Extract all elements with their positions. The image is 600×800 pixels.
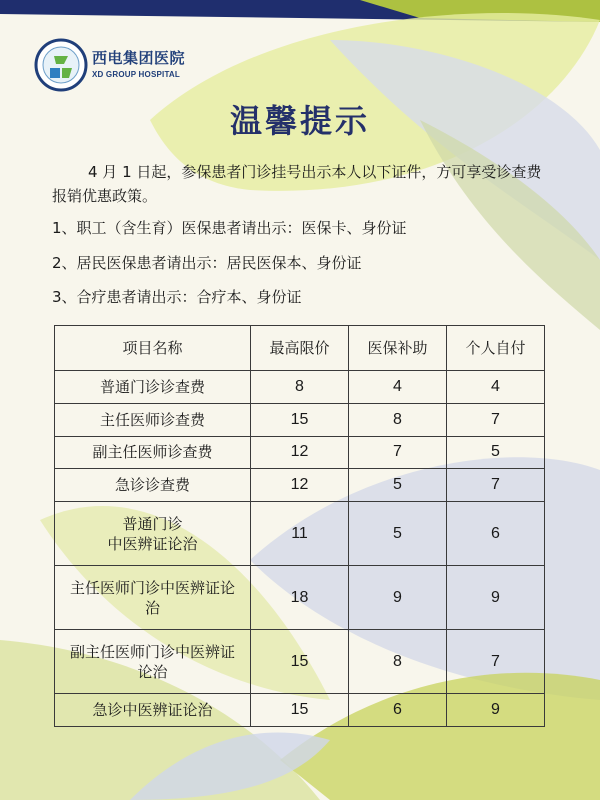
- table-row: [55, 694, 545, 727]
- item-name-cell: [55, 566, 251, 630]
- header-subsidy: 医保补助: [349, 326, 447, 371]
- max-price-cell: 18: [251, 566, 349, 630]
- item-name: 主任医师门诊中医辨证论治: [69, 578, 235, 617]
- self-pay-cell: 9: [447, 694, 545, 727]
- item-name-cell: [55, 694, 251, 727]
- subsidy-cell: 8: [349, 630, 447, 694]
- self-pay-cell: 9: [447, 566, 545, 630]
- subsidy-cell: 7: [349, 436, 447, 469]
- subsidy-cell: 5: [349, 502, 447, 566]
- max-price-cell: 11: [251, 502, 349, 566]
- rule-item-3: 3、合疗患者请出示：合疗本、身份证: [52, 288, 302, 306]
- self-pay-cell: 7: [447, 469, 545, 502]
- header-item-name: 项目名称: [55, 326, 251, 371]
- max-price-cell: 12: [251, 436, 349, 469]
- hospital-logo: [34, 38, 185, 92]
- item-name: 副主任医师门诊中医辨证论治: [69, 642, 235, 681]
- item-name: 普通门诊 中医辨证论治: [107, 514, 198, 553]
- self-pay-cell: 6: [447, 502, 545, 566]
- subsidy-cell: 8: [349, 403, 447, 436]
- fee-table: [54, 325, 545, 727]
- item-name: 副主任医师诊查费: [92, 443, 213, 462]
- item-name-cell: [55, 436, 251, 469]
- max-price-cell: 15: [251, 630, 349, 694]
- header-self-pay: 个人自付: [447, 326, 545, 371]
- subsidy-cell: 5: [349, 469, 447, 502]
- item-name-cell: [55, 630, 251, 694]
- max-price-cell: 15: [251, 403, 349, 436]
- self-pay-cell: 7: [447, 630, 545, 694]
- self-pay-cell: 5: [447, 436, 545, 469]
- self-pay-cell: 4: [447, 371, 545, 404]
- max-price-cell: 15: [251, 694, 349, 727]
- table-row: [55, 403, 545, 436]
- hospital-name-cn: 西电集团医院: [92, 49, 186, 67]
- subsidy-cell: 4: [349, 371, 447, 404]
- hospital-emblem-icon: [34, 38, 88, 92]
- item-name-cell: [55, 502, 251, 566]
- table-row: [55, 371, 545, 404]
- item-name-cell: [55, 371, 251, 404]
- subsidy-cell: 9: [349, 566, 447, 630]
- header-max-price: 最高限价: [251, 326, 349, 371]
- item-name-cell: [55, 403, 251, 436]
- item-name: 主任医师诊查费: [99, 410, 205, 429]
- table-row: [55, 502, 545, 566]
- item-name: 急诊中医辨证论治: [92, 701, 213, 720]
- max-price-cell: 12: [251, 469, 349, 502]
- hospital-name-en: XD GROUP HOSPITAL: [92, 70, 181, 79]
- intro-paragraph: 4 月 1 日起，参保患者门诊挂号出示本人以下证件，方可享受诊查费报销优惠政策。: [52, 163, 542, 205]
- item-name-cell: [55, 469, 251, 502]
- table-row: [55, 436, 545, 469]
- max-price-cell: 8: [251, 371, 349, 404]
- table-row: [55, 566, 545, 630]
- rule-item-1: 1、职工（含生育）医保患者请出示：医保卡、身份证: [52, 219, 407, 237]
- item-name: 普通门诊诊查费: [99, 377, 205, 396]
- self-pay-cell: 7: [447, 403, 545, 436]
- table-row: [55, 469, 545, 502]
- subsidy-cell: 6: [349, 694, 447, 727]
- rule-item-2: 2、居民医保患者请出示：居民医保本、身份证: [52, 254, 362, 272]
- item-name: 急诊诊查费: [114, 476, 190, 495]
- table-row: [55, 630, 545, 694]
- page-title: 温馨提示: [229, 102, 370, 140]
- table-header-row: [55, 326, 545, 371]
